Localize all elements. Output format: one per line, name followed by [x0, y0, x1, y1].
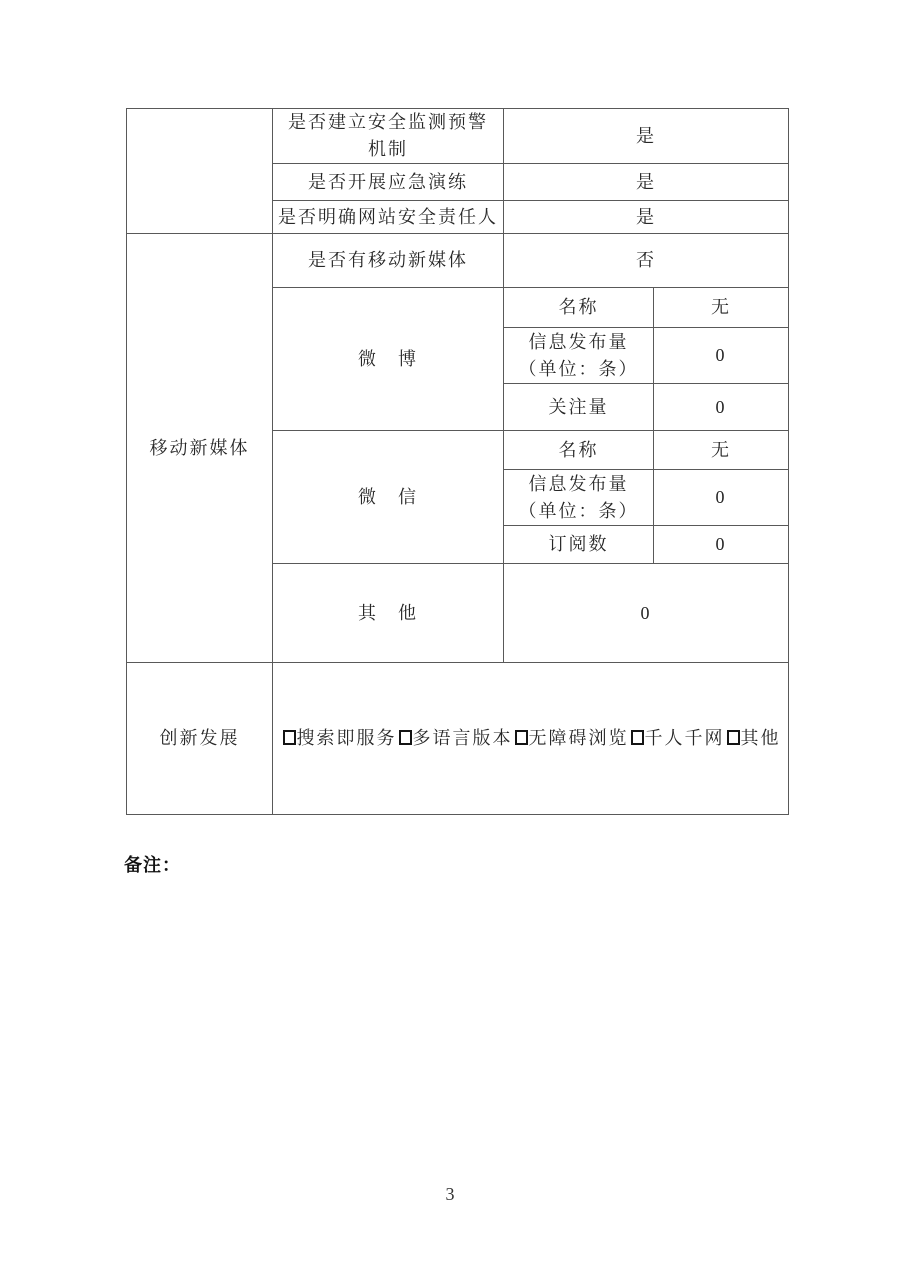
cell-line: （单位：条） — [518, 358, 639, 379]
has-mobile-media-value: 否 — [504, 234, 789, 288]
cell-line: 机制 — [368, 139, 408, 159]
annual-report-table — [126, 108, 789, 815]
checkbox-icon — [727, 730, 740, 745]
security-row-label: 是否开展应急演练 — [273, 164, 504, 201]
wechat-row-label — [504, 470, 654, 526]
innovation-option-label: 千人千网 — [644, 728, 725, 748]
weibo-row-value: 无 — [654, 288, 789, 328]
innovation-option-label: 搜索即服务 — [296, 728, 397, 748]
wechat-row-value: 0 — [654, 470, 789, 526]
cell-line: 信息发布量 — [528, 331, 629, 352]
innovation-option-label: 其他 — [740, 728, 781, 748]
wechat-row-value: 0 — [654, 526, 789, 564]
weibo-row-value: 0 — [654, 384, 789, 431]
table-row — [127, 234, 789, 288]
security-row-value: 是 — [504, 109, 789, 164]
cell-line: 是否建立安全监测预警 — [288, 112, 488, 132]
security-row-label: 是否明确网站安全责任人 — [273, 201, 504, 234]
cell-line: （单位：条） — [518, 500, 639, 521]
table-row — [127, 109, 789, 164]
table-row — [127, 663, 789, 815]
wechat-group-label: 微 信 — [273, 431, 504, 564]
wechat-row-label: 订阅数 — [504, 526, 654, 564]
has-mobile-media-label: 是否有移动新媒体 — [273, 234, 504, 288]
other-media-value: 0 — [504, 564, 789, 663]
wechat-row-value: 无 — [654, 431, 789, 470]
innovation-option — [513, 728, 629, 748]
security-row-value: 是 — [504, 201, 789, 234]
checkbox-icon — [399, 730, 412, 745]
innovation-option — [281, 728, 397, 748]
security-section-cell — [127, 109, 273, 234]
innovation-option — [397, 728, 513, 748]
security-row-value: 是 — [504, 164, 789, 201]
page-number: 3 — [445, 1184, 455, 1204]
innovation-option-label: 无障碍浏览 — [528, 728, 629, 748]
innovation-option-label: 多语言版本 — [412, 728, 513, 748]
other-media-label: 其 他 — [273, 564, 504, 663]
weibo-row-label: 关注量 — [504, 384, 654, 431]
weibo-group-label: 微 博 — [273, 288, 504, 431]
innovation-option — [629, 728, 725, 748]
mobile-media-section-label: 移动新媒体 — [127, 234, 273, 663]
weibo-row-value: 0 — [654, 328, 789, 384]
weibo-row-label — [504, 328, 654, 384]
innovation-option — [725, 728, 781, 748]
innovation-section-label: 创新发展 — [127, 663, 273, 815]
remark-label: 备注： — [124, 855, 181, 875]
checkbox-icon — [515, 730, 528, 745]
wechat-row-label: 名称 — [504, 431, 654, 470]
checkbox-icon — [283, 730, 296, 745]
weibo-row-label: 名称 — [504, 288, 654, 328]
checkbox-icon — [631, 730, 644, 745]
cell-line: 信息发布量 — [528, 473, 629, 494]
security-row-label — [273, 109, 504, 164]
innovation-options — [273, 663, 789, 815]
